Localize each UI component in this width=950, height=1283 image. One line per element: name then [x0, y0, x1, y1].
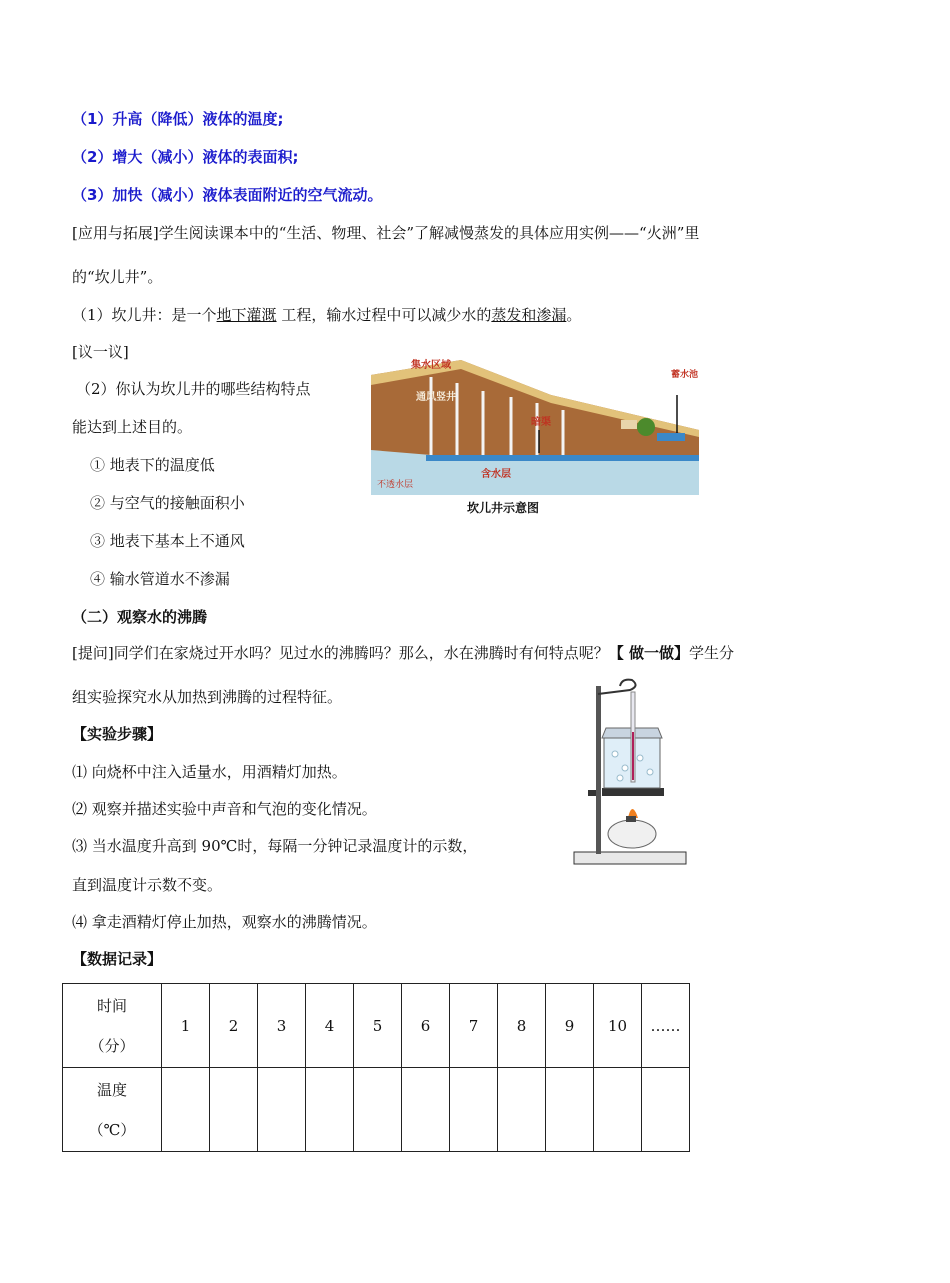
option-1: ① 地表下的温度低	[90, 456, 215, 474]
step-4: ⑷ 拿走酒精灯停止加热，观察水的沸腾情况。	[72, 913, 377, 931]
col-header-9: 9	[546, 984, 594, 1068]
col-header-2: 2	[210, 984, 258, 1068]
col-header-10: 10	[594, 984, 642, 1068]
col-header-3: 3	[258, 984, 306, 1068]
q1-middle: 工程，输水过程中可以减少水的	[276, 306, 492, 324]
row-label-temp-a: 温度	[96, 1080, 127, 1099]
temp-cell[interactable]	[258, 1068, 306, 1152]
col-header-5: 5	[354, 984, 402, 1068]
do-heading: 【 做一做】	[608, 644, 689, 662]
col-header-ellipsis: ……	[642, 984, 690, 1068]
temp-cell[interactable]	[450, 1068, 498, 1152]
discuss-heading: [议一议]	[72, 343, 129, 361]
label-collect: 集水区域	[411, 360, 451, 371]
application-text-2: 的“坎儿井”。	[72, 268, 163, 286]
method-line-2: （2）增大（减小）液体的表面积;	[72, 148, 299, 166]
ask-paragraph	[72, 642, 734, 663]
label-impermeable: 不透水层	[377, 480, 414, 490]
q1-blank-1: 地下灌溉	[216, 306, 277, 324]
col-header-1: 1	[162, 984, 210, 1068]
temp-cell[interactable]	[306, 1068, 354, 1152]
data-record-table	[62, 983, 690, 1152]
method-line-3: （3）加快（减小）液体表面附近的空气流动。	[72, 186, 383, 204]
q1-prefix: （1）坎儿井：是一个	[72, 306, 217, 324]
q1-blank-2: 蒸发和渗漏	[491, 306, 567, 324]
temp-cell[interactable]	[162, 1068, 210, 1152]
label-pool: 蓄水池	[671, 370, 699, 380]
col-header-7: 7	[450, 984, 498, 1068]
karez-illustration	[371, 355, 699, 495]
karez-caption: 坎儿井示意图	[467, 501, 540, 515]
row-label-temp	[63, 1068, 162, 1152]
row-label-time-a: 时间	[96, 996, 127, 1015]
option-4: ④ 输水管道水不渗漏	[90, 570, 230, 588]
temp-cell[interactable]	[402, 1068, 450, 1152]
apparatus-illustration	[570, 672, 690, 867]
table-row	[63, 984, 690, 1068]
col-header-8: 8	[498, 984, 546, 1068]
label-aquifer: 含水层	[481, 469, 511, 480]
col-header-6: 6	[402, 984, 450, 1068]
row-label-temp-b: （℃）	[88, 1120, 136, 1139]
do-text: 学生分	[688, 644, 734, 662]
ask-heading: [提问]	[72, 644, 114, 662]
boiling-apparatus	[570, 672, 690, 867]
step-1: ⑴ 向烧杯中注入适量水，用酒精灯加热。	[72, 763, 347, 781]
record-heading: 【数据记录】	[72, 950, 163, 968]
question-1	[72, 304, 581, 325]
step-2: ⑵ 观察并描述实验中声音和气泡的变化情况。	[72, 800, 377, 818]
temp-cell[interactable]	[498, 1068, 546, 1152]
temp-cell[interactable]	[642, 1068, 690, 1152]
temp-cell[interactable]	[354, 1068, 402, 1152]
method-line-1: （1）升高（降低）液体的温度;	[72, 110, 284, 128]
q1-suffix: 。	[566, 306, 582, 324]
application-text: 学生阅读课本中的“生活、物理、社会”了解减慢蒸发的具体应用实例——“火洲”里	[158, 224, 700, 242]
application-paragraph	[72, 222, 699, 243]
do-text-2: 组实验探究水从加热到沸腾的过程特征。	[72, 688, 343, 706]
application-heading: [应用与拓展]	[72, 224, 159, 242]
row-label-time	[63, 984, 162, 1068]
label-channel: 暗渠	[531, 417, 551, 428]
step-3-cont: 直到温度计示数不变。	[72, 876, 223, 894]
label-shaft: 通风竖井	[416, 392, 456, 403]
col-header-4: 4	[306, 984, 354, 1068]
temp-cell[interactable]	[210, 1068, 258, 1152]
row-label-time-b: （分）	[89, 1036, 135, 1055]
temp-cell[interactable]	[546, 1068, 594, 1152]
step-3: ⑶ 当水温度升高到 90℃时，每隔一分钟记录温度计的示数，	[72, 837, 478, 855]
section-2-title: （二）观察水的沸腾	[72, 608, 208, 626]
steps-heading: 【实验步骤】	[72, 725, 163, 743]
option-2: ② 与空气的接触面积小	[90, 494, 245, 512]
temp-cell[interactable]	[594, 1068, 642, 1152]
question-2-line-1: （2）你认为坎儿井的哪些结构特点	[76, 380, 311, 398]
table-row	[63, 1068, 690, 1152]
question-2-line-2: 能达到上述目的。	[72, 418, 193, 436]
ask-text: 同学们在家烧过开水吗？见过水的沸腾吗？那么，水在沸腾时有何特点呢？	[113, 644, 609, 662]
option-3: ③ 地表下基本上不通风	[90, 532, 245, 550]
karez-diagram	[371, 355, 699, 515]
